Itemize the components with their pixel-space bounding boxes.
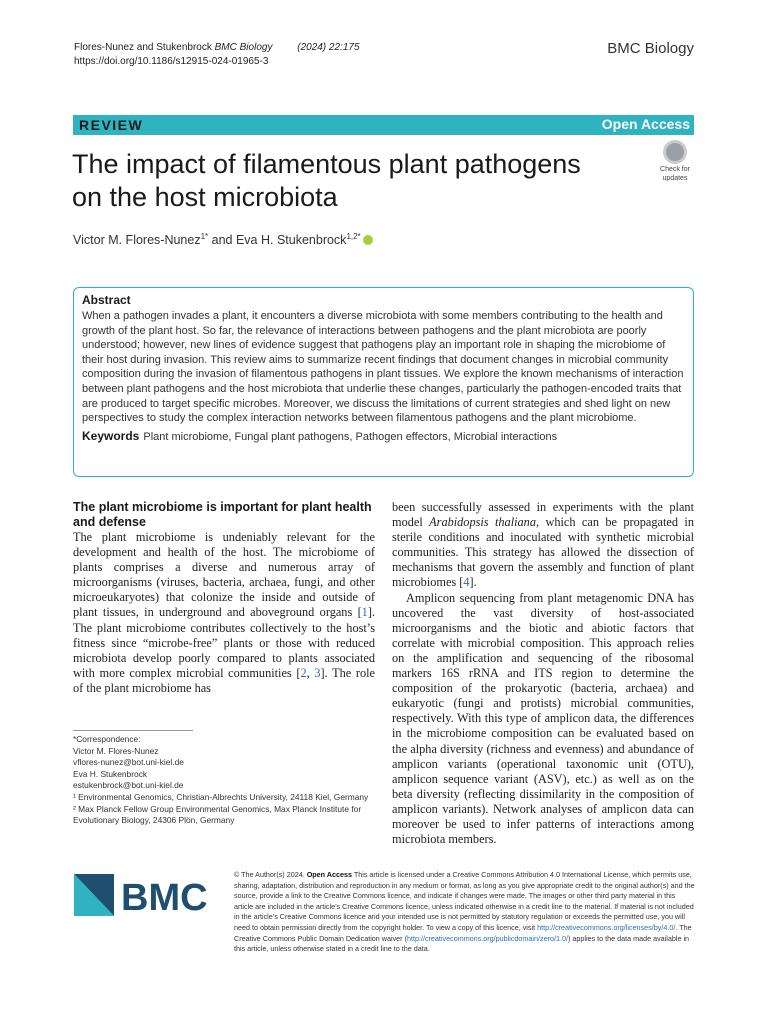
author-2[interactable]: Eva H. Stukenbrock: [235, 233, 347, 248]
citation-year-volume: (2024) 22:175: [297, 42, 360, 53]
author-1-affiliation: 1*: [200, 232, 209, 241]
license-text: . The Creative Commons Public Domain Dedication waiver (: [234, 922, 692, 943]
title-line-2: on the host microbiota: [72, 182, 338, 212]
citation-ref-1[interactable]: 1: [361, 605, 368, 620]
abstract-heading: Abstract: [82, 293, 131, 307]
abstract-text: When a pathogen invades a plant, it encounters a diverse microbiota with some members contributing to the health and growth of the plant host. So far, the relevance of interactions between pathogens and the plant microbiota are poorly understood; however, new lines of evidence suggest that pathogens play an important role in shaping the microbiome of their host during invasion. This review aims to summarize recent findings that document changes in microbial community composition during the invasion of filamentous pathogens in plant tissues. We explore the known mechanisms of interaction between plant pathogens and the host microbiota that underlie these changes, particularly the pathogen-encoded traits that are produced to target specific microbes. Moreover, we discuss the limitations of current strategies and shed light on new perspectives to study the complex interaction networks between filamentous pathogens and the plant microbiome.: [82, 310, 684, 425]
correspondence-email-1[interactable]: vflores-nunez@bot.uni-kiel.de: [73, 757, 184, 768]
article-title: [72, 148, 652, 214]
paragraph: [392, 500, 694, 591]
orcid-icon[interactable]: [363, 235, 373, 245]
keywords-label: Keywords: [82, 428, 140, 443]
citation-line: [74, 41, 360, 55]
text-run: ,: [306, 665, 315, 680]
copyright: © The Author(s) 2024.: [234, 870, 307, 879]
license-link[interactable]: http://creativecommons.org/licenses/by/4.0/: [537, 922, 676, 932]
abstract-box: [73, 287, 694, 477]
section-heading: The plant microbiome is important for plant health and defense: [73, 500, 372, 529]
footnote-divider: [73, 730, 193, 731]
license-text: This article is licensed under a Creative Commons Attribution 4.0 International License, which permits use, sharing, adaptation, distribution and reproduction in any medium or format, as long as you give appropriate credit to the original author(s) and the source, provide a link to the Creative Commons licence, and indicate if changes were made. The images or other third party material in this article are included in the article’s Creative Commons licence, unless indicated otherwise in a credit line to the material. If material is not included in the article’s Creative Commons licence and your intended use is not permitted by statutory regulation or exceeds the permitted use, you will need to obtain permission directly from the copyright holder. To view a copy of this licence, visit: [234, 870, 695, 932]
logo-text: BMC: [121, 877, 208, 919]
author-separator: and: [208, 233, 236, 248]
article-type-label: REVIEW: [79, 117, 144, 133]
running-header: [74, 41, 360, 69]
text-run: , which can be propagated in sterile conditions and inoculated with synthetic microbial communities. This strategy has allowed the dissection of mechanisms that govern the assembly and function of plant microbiomes [: [392, 515, 694, 590]
citation-ref-4[interactable]: 4: [463, 575, 470, 590]
check-updates-line1: Check for: [660, 166, 690, 173]
affiliation-1: ¹ Environmental Genomics, Christian-Albrechts University, 24118 Kiel, Germany: [73, 791, 369, 802]
license-statement: [234, 870, 696, 955]
correspondence-label: *Correspondence:: [73, 734, 141, 744]
correspondence-name-1: Victor M. Flores-Nunez: [73, 745, 159, 756]
article-type-banner: [73, 115, 694, 135]
body-column-left: [73, 500, 375, 696]
author-list: [73, 232, 373, 247]
body-column-right: [392, 500, 694, 847]
bmc-logo: [74, 870, 224, 920]
affiliation-2: ² Max Planck Fellow Group Environmental Genomics, Max Planck Institute for Evolutionary Biology, 24306 Plön, Germany: [73, 803, 362, 826]
citation-ref-3[interactable]: 3: [314, 665, 321, 680]
journal-name: BMC Biology: [607, 40, 694, 57]
keywords-list: Plant microbiome, Fungal plant pathogens, Pathogen effectors, Microbial interactions: [143, 430, 558, 443]
citation-ref-2[interactable]: 2: [300, 665, 307, 680]
citation-authors: Flores-Nunez and Stukenbrock: [74, 42, 212, 53]
license-text: ) applies to the data made available in this article, unless otherwise stated in a credit line to the data.: [234, 933, 690, 954]
correspondence-email-2[interactable]: estukenbrock@bot.uni-kiel.de: [73, 780, 184, 791]
check-for-updates-badge[interactable]: [654, 140, 696, 180]
correspondence-name-2: Eva H. Stukenbrock: [73, 768, 148, 779]
title-line-1: The impact of filamentous plant pathogens: [72, 149, 581, 179]
public-domain-link[interactable]: http://creativecommons.org/publicdomain/zero/1.0/: [406, 933, 568, 943]
footnotes: [73, 734, 373, 827]
text-run: The plant microbiome is undeniably relevant for the development and health of the host. The microbiome of plants comprises a diverse and numerous array of microorganisms (viruses, bacteria, archaea, fungi, and other microeukaryotes) that colonize the inside and outside of plant tissues, in underground and aboveground organs [: [73, 530, 375, 620]
author-1[interactable]: Victor M. Flores-Nunez: [73, 233, 201, 248]
author-2-affiliation: 1,2*: [346, 232, 361, 241]
keywords: [82, 429, 685, 443]
text-run: ]. The role of the plant microbiome has: [73, 665, 375, 695]
text-run: ]. The plant microbiome contributes collectively to the host’s fitness since “microbe-free” plants or those with reduced microbiota develop poorly compared to plants associated with more complex microbial communities [: [73, 605, 375, 680]
check-updates-icon: [663, 140, 687, 164]
check-updates-line2: updates: [662, 175, 688, 182]
species-name: Arabidopsis thaliana: [429, 515, 536, 530]
paragraph: [73, 530, 375, 696]
paragraph: Amplicon sequencing from plant metagenomic DNA has uncovered the vast diversity of host-associated microorganisms and the biotic and abiotic factors that correlate with microbial composition. This approach relies on the amplification and sequencing of the ribosomal markers 16S rRNA and ITS region to determine the composition of the prokaryotic (bacteria, archaea) and eukaryotic (fungi and protists) microbial communities, respectively. With this type of amplicon data, the differences in the microbiome composition can be evaluated based on the alpha diversity (richness and evenness) and abundance of amplicon variants (operational taxonomic unit (OTU), amplicon sequence variant (ASV), etc.) as well as on the beta diversity (reflecting dissimilarity in the composition of amplicon variants). Network analyses of amplicon data can moreover be used to infer patterns of interactions among microbiota members.: [392, 590, 694, 847]
text-run: been successfully assessed in experiments with the plant model: [392, 500, 694, 530]
text-run: ].: [469, 575, 477, 590]
citation-journal: BMC Biology: [214, 42, 273, 53]
open-access-label: Open Access: [601, 116, 690, 132]
doi-link[interactable]: https://doi.org/10.1186/s12915-024-01965-3: [74, 56, 269, 67]
license-open-access: Open Access: [306, 870, 352, 879]
